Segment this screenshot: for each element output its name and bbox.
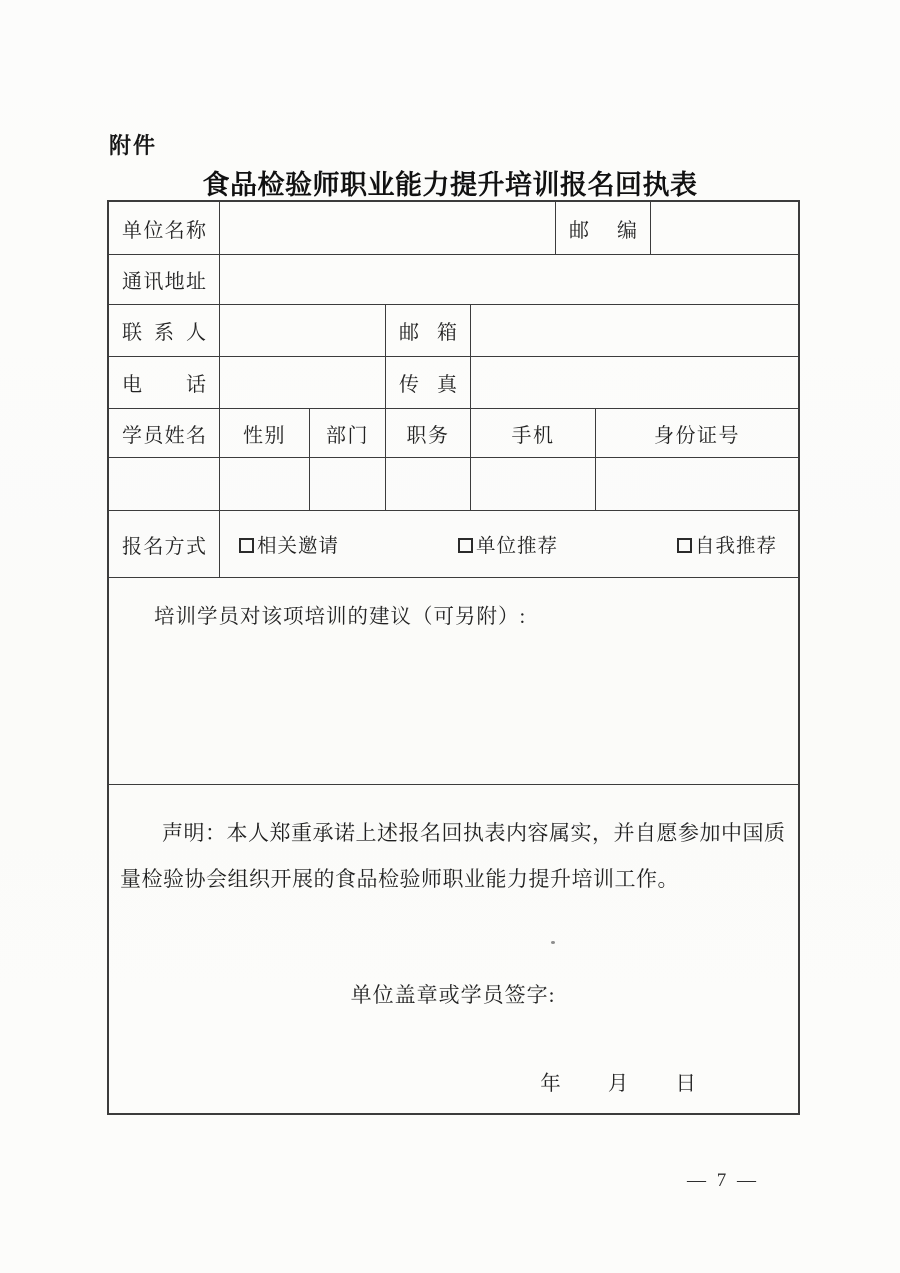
- registration-form-table: [107, 200, 800, 1115]
- registration-options-cell: [219, 511, 798, 577]
- gender-header: 性别: [243, 424, 286, 447]
- email-value-cell: [470, 305, 798, 356]
- row-student-entry: [109, 457, 798, 510]
- fax-value-cell: [470, 357, 798, 408]
- suggestions-prompt: 培训学员对该项培训的建议（可另附）:: [154, 606, 527, 628]
- attachment-label: 附件: [109, 133, 158, 158]
- student-name-header: 学员姓名: [122, 424, 206, 447]
- address-label-cell: [109, 255, 219, 304]
- department-header: 部门: [326, 424, 369, 447]
- mobile-header: 手机: [511, 424, 555, 447]
- checkbox-icon: [677, 538, 692, 553]
- unit-name-value-cell: [219, 202, 555, 254]
- id-number-entry-cell: [595, 458, 798, 510]
- checkbox-option-unit-recommendation: [458, 530, 558, 558]
- email-label-cell: [385, 305, 470, 356]
- declaration-text: 声明：本人郑重承诺上述报名回执表内容属实，并自愿参加中国质量检验协会组织开展的食品检验师职业能力提升培训工作。: [120, 821, 786, 891]
- scan-speck: [551, 941, 555, 944]
- phone-value-cell: [219, 357, 385, 408]
- fax-label-cell: [385, 357, 470, 408]
- position-header-cell: [385, 409, 470, 457]
- email-label: 邮 箱: [399, 322, 457, 344]
- page-number: — 7 —: [687, 1170, 759, 1191]
- row-student-header: [109, 408, 798, 457]
- mobile-header-cell: [470, 409, 595, 457]
- row-unit-name: [109, 202, 798, 254]
- row-contact: [109, 304, 798, 356]
- suggestions-cell: [109, 578, 798, 784]
- contact-label-cell: [109, 305, 219, 356]
- gender-entry-cell: [219, 458, 309, 510]
- date-year-label: 年: [540, 1073, 561, 1095]
- checkbox-icon: [458, 538, 473, 553]
- date-line: [120, 1066, 786, 1096]
- unit-name-label-cell: [109, 202, 219, 254]
- date-day-label: 日: [675, 1073, 696, 1095]
- checkbox-option-unit-recommendation-label: 单位推荐: [475, 536, 558, 557]
- checkbox-option-self-recommendation: [677, 530, 777, 558]
- checkbox-option-invitation: [239, 530, 339, 558]
- registration-method-label: 报名方式: [122, 535, 206, 558]
- row-suggestions: [109, 577, 798, 784]
- form-title: 食品检验师职业能力提升培训报名回执表: [202, 170, 698, 200]
- row-declaration: [109, 784, 798, 1113]
- postcode-label-cell: [555, 202, 650, 254]
- checkbox-option-invitation-label: 相关邀请: [257, 536, 340, 557]
- student-name-entry-cell: [109, 458, 219, 510]
- address-label: 通讯地址: [122, 271, 206, 293]
- gender-header-cell: [219, 409, 309, 457]
- postcode-value-cell: [650, 202, 798, 254]
- id-number-header: 身份证号: [654, 424, 740, 447]
- position-header: 职务: [406, 424, 450, 447]
- checkbox-option-self-recommendation-label: 自我推荐: [694, 536, 777, 557]
- checkbox-icon: [239, 538, 254, 553]
- row-phone: [109, 356, 798, 408]
- mobile-entry-cell: [470, 458, 595, 510]
- registration-method-label-cell: [109, 511, 219, 577]
- department-header-cell: [309, 409, 385, 457]
- unit-name-label: 单位名称: [122, 219, 206, 242]
- fax-label: 传 真: [399, 374, 457, 396]
- id-number-header-cell: [595, 409, 798, 457]
- address-value-cell: [219, 255, 798, 304]
- phone-label: 电 话: [122, 374, 206, 396]
- contact-value-cell: [219, 305, 385, 356]
- student-name-header-cell: [109, 409, 219, 457]
- row-address: [109, 254, 798, 304]
- postcode-label: 邮 编: [569, 219, 637, 242]
- declaration-cell: [109, 785, 798, 1113]
- row-registration-method: [109, 510, 798, 577]
- department-entry-cell: [309, 458, 385, 510]
- phone-label-cell: [109, 357, 219, 408]
- position-entry-cell: [385, 458, 470, 510]
- signature-prompt: 单位盖章或学员签字:: [350, 983, 556, 1007]
- contact-label: 联 系 人: [122, 322, 206, 344]
- date-month-label: 月: [607, 1073, 629, 1095]
